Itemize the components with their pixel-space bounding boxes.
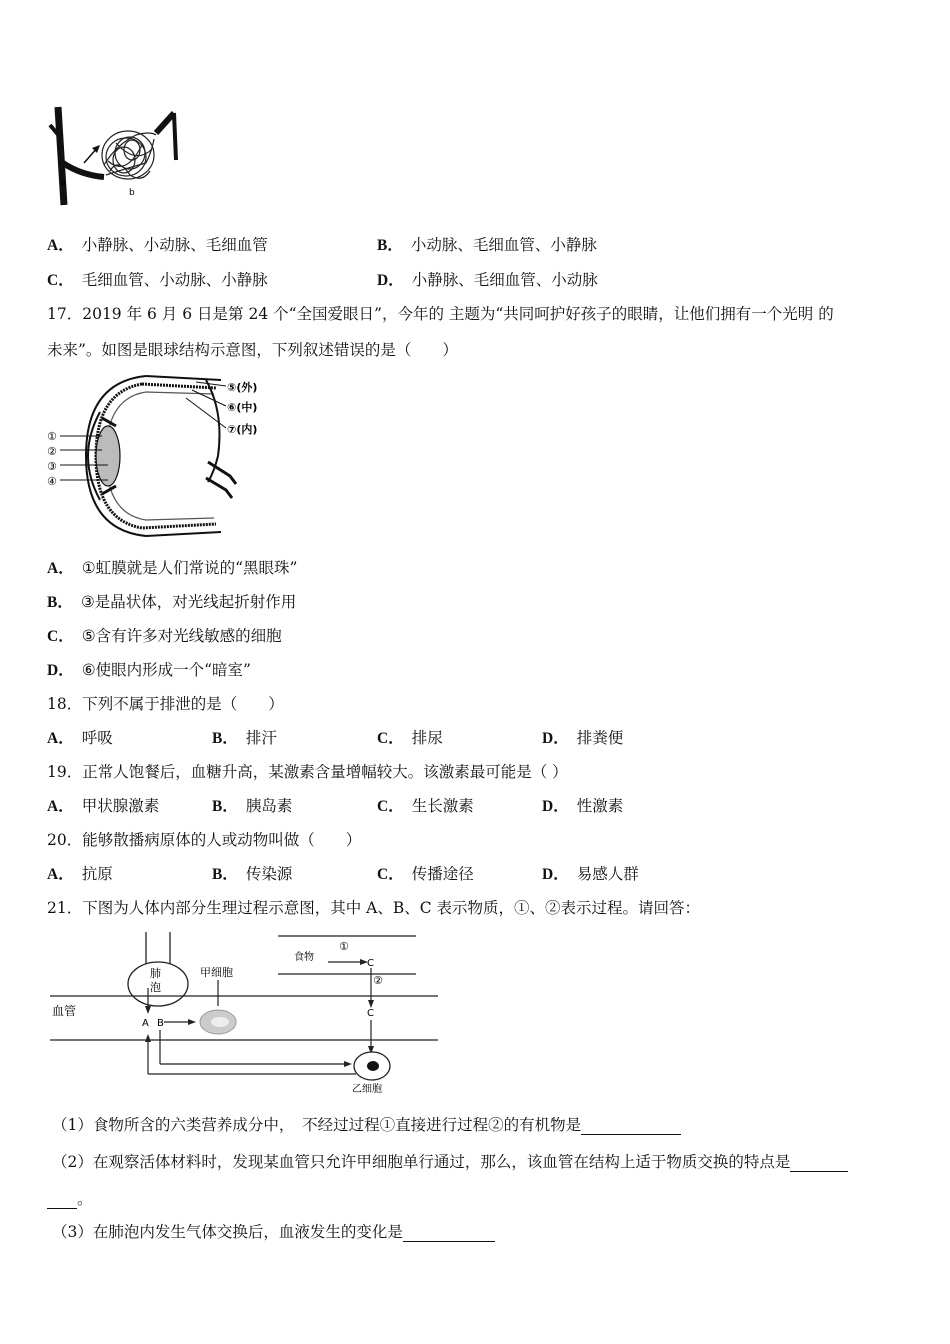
q17-stem-line2: 未来”。如图是眼球结构示意图，下列叙述错误的是（ ） [47,341,458,359]
q21-sub2-blank[interactable] [790,1155,848,1172]
eye-diagram [46,372,276,540]
q18-option-b[interactable]: B． 排汗 [212,729,277,747]
physiology-diagram [46,930,446,1095]
label-A: A [142,1018,149,1029]
q20-option-b[interactable]: B． 传染源 [212,865,293,883]
q21-sub3: （3）在肺泡内发生气体交换后，血液发生的变化是 [52,1222,495,1242]
q16-option-b[interactable]: B． 小动脉、毛细血管、小静脉 [377,236,597,254]
q21-sub2-blank-cont[interactable] [47,1192,77,1209]
q16-option-a[interactable]: A． 小静脉、小动脉、毛细血管 [47,236,268,254]
q17-stem-line1: 17．2019 年 6 月 6 日是第 24 个“全国爱眼日”，今年的 主题为“共同呵护好孩子的眼睛，让他们拥有一个光明 的 [47,305,834,323]
eye-figure [46,372,276,540]
physiology-figure [46,930,446,1095]
q16-option-c[interactable]: C． 毛细血管、小动脉、小静脉 [47,271,268,289]
vessel-diagram [46,105,181,215]
lung-label-top: 肺 [150,967,161,980]
q20-option-d[interactable]: D． 易感人群 [542,865,639,883]
q19-option-a[interactable]: A． 甲状腺激素 [47,797,160,815]
q21-sub2: （2）在观察活体材料时，发现某血管只允许甲细胞单行通过，那么，该血管在结构上适于物质交换的特点是 [52,1152,848,1172]
cell-b-label: 乙细胞 [352,1084,382,1095]
food-label: 食物 [294,952,314,963]
cell-a-label: 甲细胞 [200,966,233,979]
q19-option-d[interactable]: D． 性激素 [542,797,624,815]
q17-option-d[interactable]: D． ⑥使眼内形成一个“暗室” [47,661,251,679]
eye-label-1: ① [47,430,57,443]
q21-sub2-cont: 。 [47,1189,93,1209]
q21-sub1: （1）食物所含的六类营养成分中， 不经过过程①直接进行过程②的有机物是 [52,1115,681,1135]
q17-option-b[interactable]: B． ③是晶状体，对光线起折射作用 [47,593,297,611]
eye-label-6: ⑥(中) [227,401,258,414]
q18-option-a[interactable]: A． 呼吸 [47,729,113,747]
q20-stem: 20．能够散播病原体的人或动物叫做（ ） [47,831,362,849]
q20-option-c[interactable]: C． 传播途径 [377,865,474,883]
q19-option-c[interactable]: C． 生长激素 [377,797,474,815]
eye-label-4: ④ [47,475,57,488]
label-b: b [129,188,135,198]
lung-label-bottom: 泡 [150,981,161,994]
vessel-label: 血管 [52,1004,77,1018]
q21-stem: 21．下图为人体内部分生理过程示意图，其中 A、B、C 表示物质，①、②表示过程。请回答： [47,899,701,917]
q18-stem: 18．下列不属于排泄的是（ ） [47,695,284,713]
label-c: c [164,116,169,126]
q16-option-d[interactable]: D． 小静脉、毛细血管、小动脉 [377,271,598,289]
q21-sub1-blank[interactable] [581,1118,681,1135]
process-1-label: ① [339,940,349,953]
c-label-bottom: C [367,1008,374,1019]
label-a: a [60,178,66,188]
q18-option-c[interactable]: C． 排尿 [377,729,443,747]
q17-option-a[interactable]: A． ①虹膜就是人们常说的“黑眼珠” [47,559,298,577]
eye-label-3: ③ [47,460,57,473]
q21-sub3-blank[interactable] [403,1225,495,1242]
process-2-label: ② [373,974,383,987]
label-B: B [157,1018,164,1029]
q20-option-a[interactable]: A． 抗原 [47,865,113,883]
q18-option-d[interactable]: D． 排粪便 [542,729,624,747]
eye-label-5: ⑤(外) [227,381,258,394]
c-label-top: C [367,958,374,969]
q17-option-c[interactable]: C． ⑤含有许多对光线敏感的细胞 [47,627,282,645]
eye-label-2: ② [47,445,57,458]
q19-option-b[interactable]: B． 胰岛素 [212,797,293,815]
vessel-figure [46,105,181,215]
eye-label-7: ⑦(内) [227,423,258,436]
q19-stem: 19．正常人饱餐后，血糖升高，某激素含量增幅较大。该激素最可能是（ ） [47,763,568,781]
